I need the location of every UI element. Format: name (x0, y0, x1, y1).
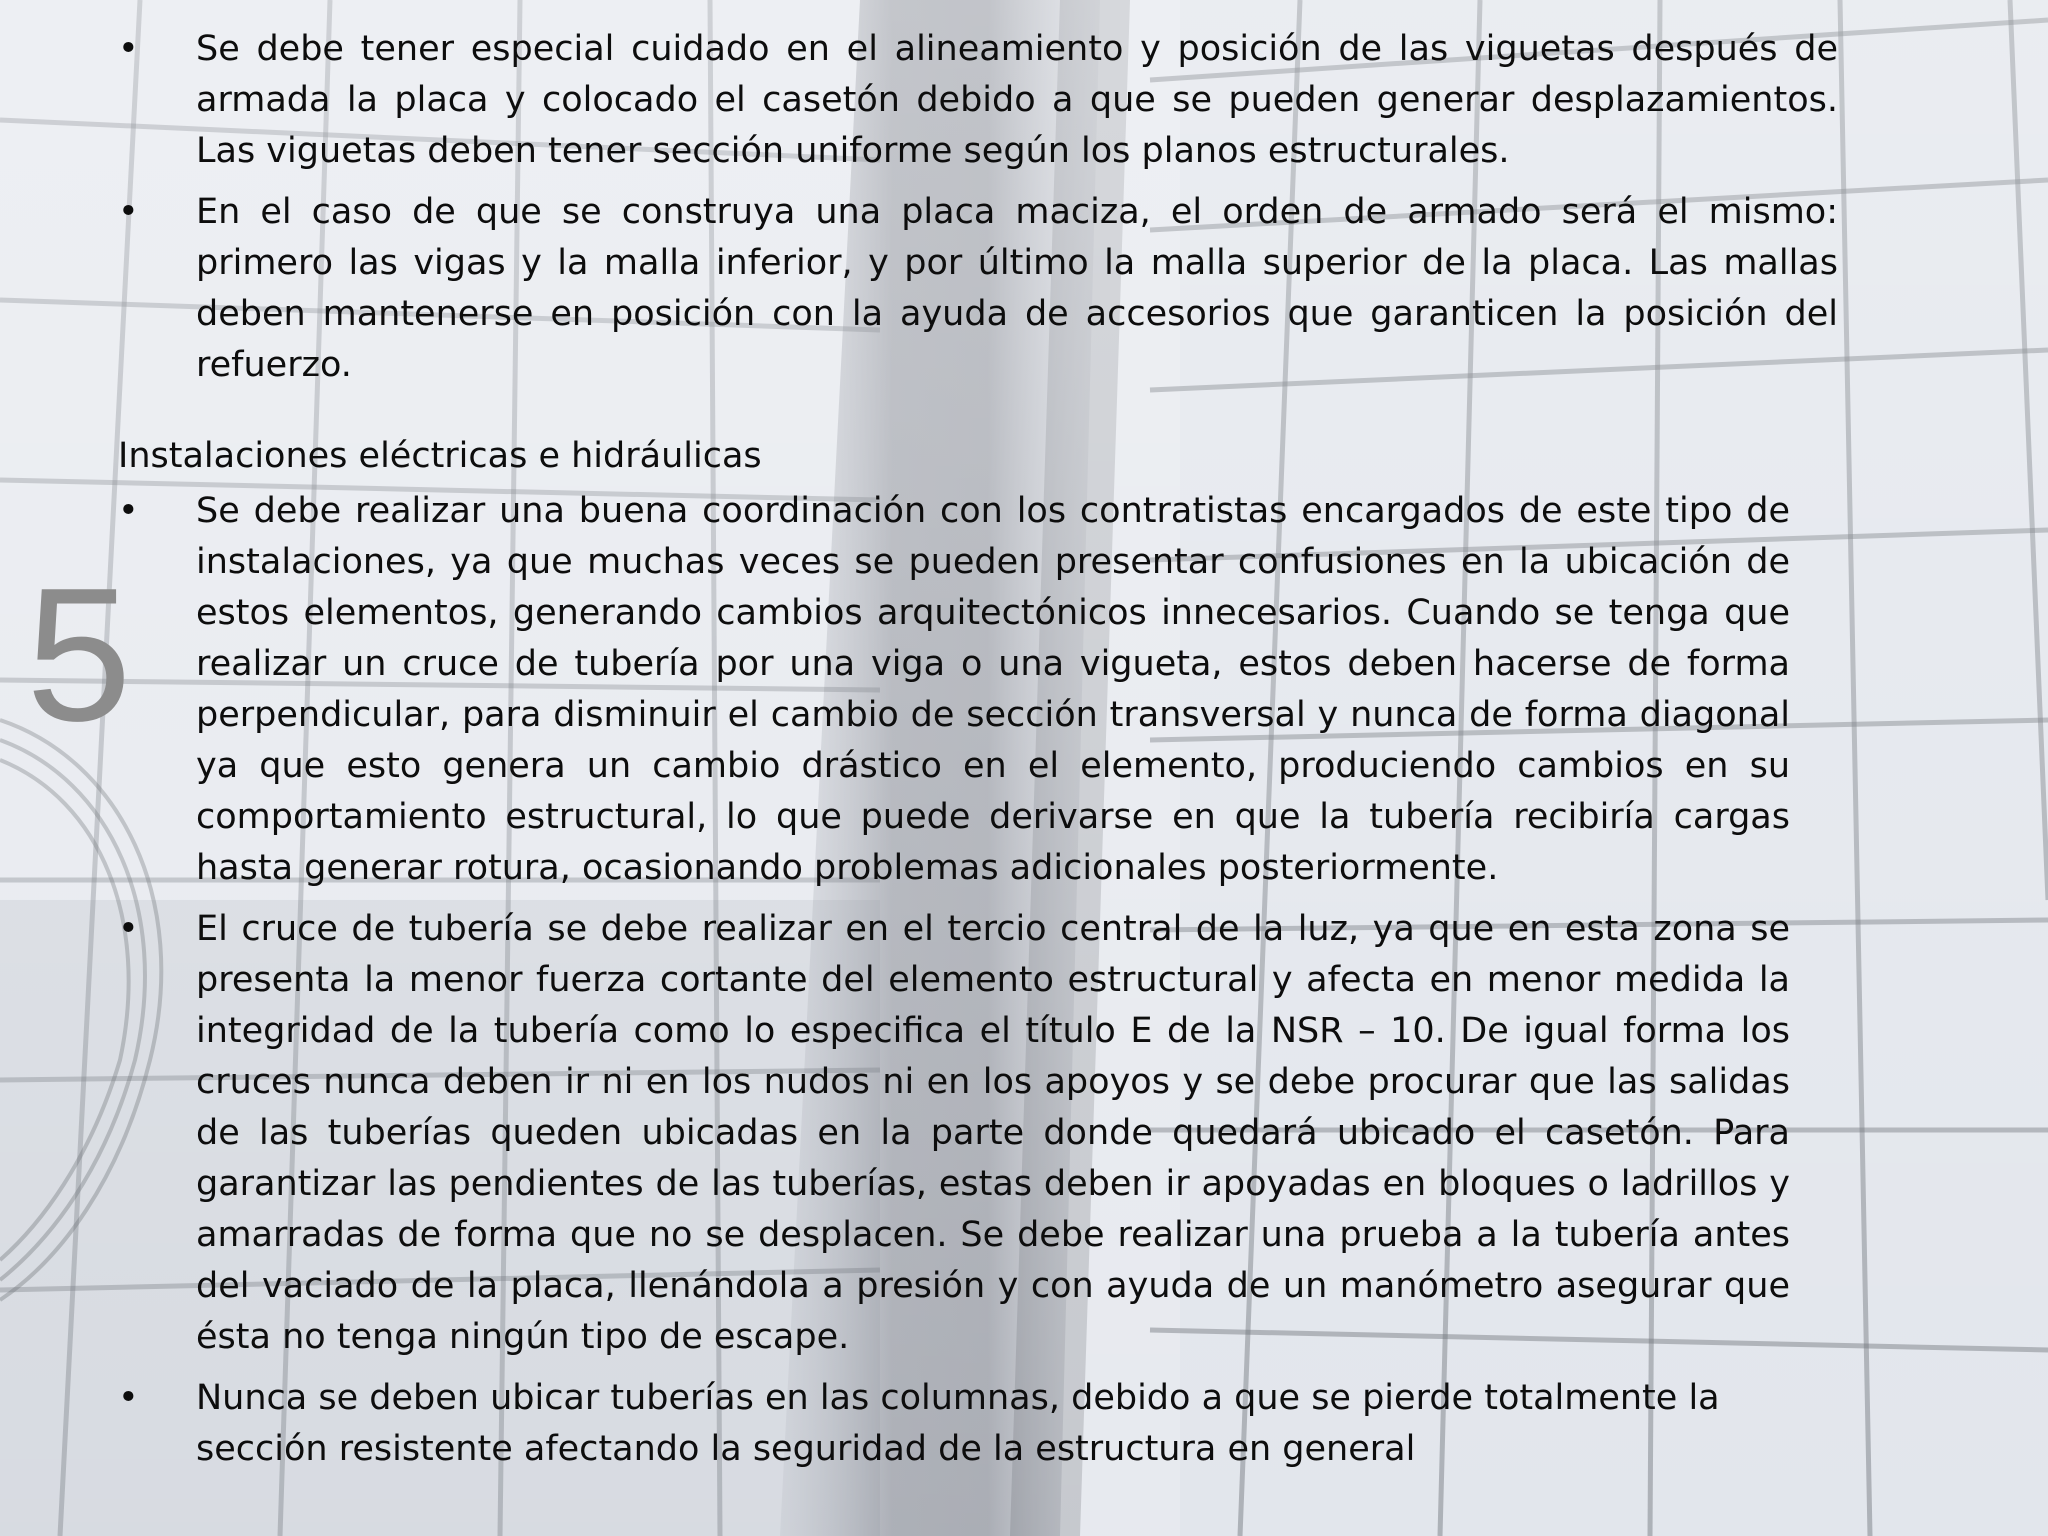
bullet-marker: • (118, 491, 139, 531)
bullet-marker: • (118, 909, 139, 949)
bullet-text: El cruce de tubería se debe realizar en el tercio central de la luz, ya que en esta zona se presenta la menor fuerza cortante del elemento estructural y afecta en menor medida la integridad de la tubería como lo especifica el título E de la NSR – 10. De igual forma los cruces nunca deben ir ni en los nudos ni en los apoyos y se debe procurar que las salidas de las tuberías queden ubicadas en la parte donde quedará ubicado el casetón. Para garantizar las pendientes de las tuberías, estas deben ir apoyadas en bloques o ladrillos y amarradas de forma que no se desplacen. Se debe realizar una prueba a la tubería antes del vaciado de la placa, llenándola a presión y con ayuda de un manómetro asegurar que ésta no tenga ningún tipo de escape. (196, 909, 1790, 1357)
section-heading: Instalaciones eléctricas e hidráulicas (118, 436, 762, 476)
list-item (118, 24, 1838, 177)
list-item (118, 486, 1790, 894)
list-item (118, 1373, 1790, 1475)
bullet-text: En el caso de que se construya una placa maciza, el orden de armado será el mismo: primero las vigas y la malla inferior, y por último la malla superior de la placa. Las mallas deben mantenerse en posición con la ayuda de accesorios que garanticen la posición del refuerzo. (196, 192, 1838, 385)
bullet-marker: • (118, 29, 139, 69)
bullet-text: Se debe realizar una buena coordinación con los contratistas encargados de este tipo de instalaciones, ya que muchas veces se pueden presentar confusiones en la ubicación de estos elementos, generando cambios arquitectónicos innecesarios. Cuando se tenga que realizar un cruce de tubería por una viga o una vigueta, estos deben hacerse de forma perpendicular, para disminuir el cambio de sección transversal y nunca de forma diagonal ya que esto genera un cambio drástico en el elemento, produciendo cambios en su comportamiento estructural, lo que puede derivarse en que la tubería recibiría cargas hasta generar rotura, ocasionando problemas adicionales posteriormente. (196, 491, 1790, 888)
list-item (118, 187, 1838, 391)
list-item (118, 904, 1790, 1363)
slide-number: 5 (26, 549, 132, 761)
bullet-text: Nunca se deben ubicar tuberías en las columnas, debido a que se pierde totalmente la sección resistente afectando la seguridad de la estructura en general (196, 1378, 1720, 1469)
bullet-marker: • (118, 192, 139, 232)
bullet-text: Se debe tener especial cuidado en el alineamiento y posición de las viguetas después de armada la placa y colocado el casetón debido a que se pueden generar desplazamientos. Las viguetas deben tener sección uniforme según los planos estructurales. (196, 29, 1838, 171)
bullet-marker: • (118, 1378, 139, 1418)
slide-content (118, 24, 1838, 1485)
